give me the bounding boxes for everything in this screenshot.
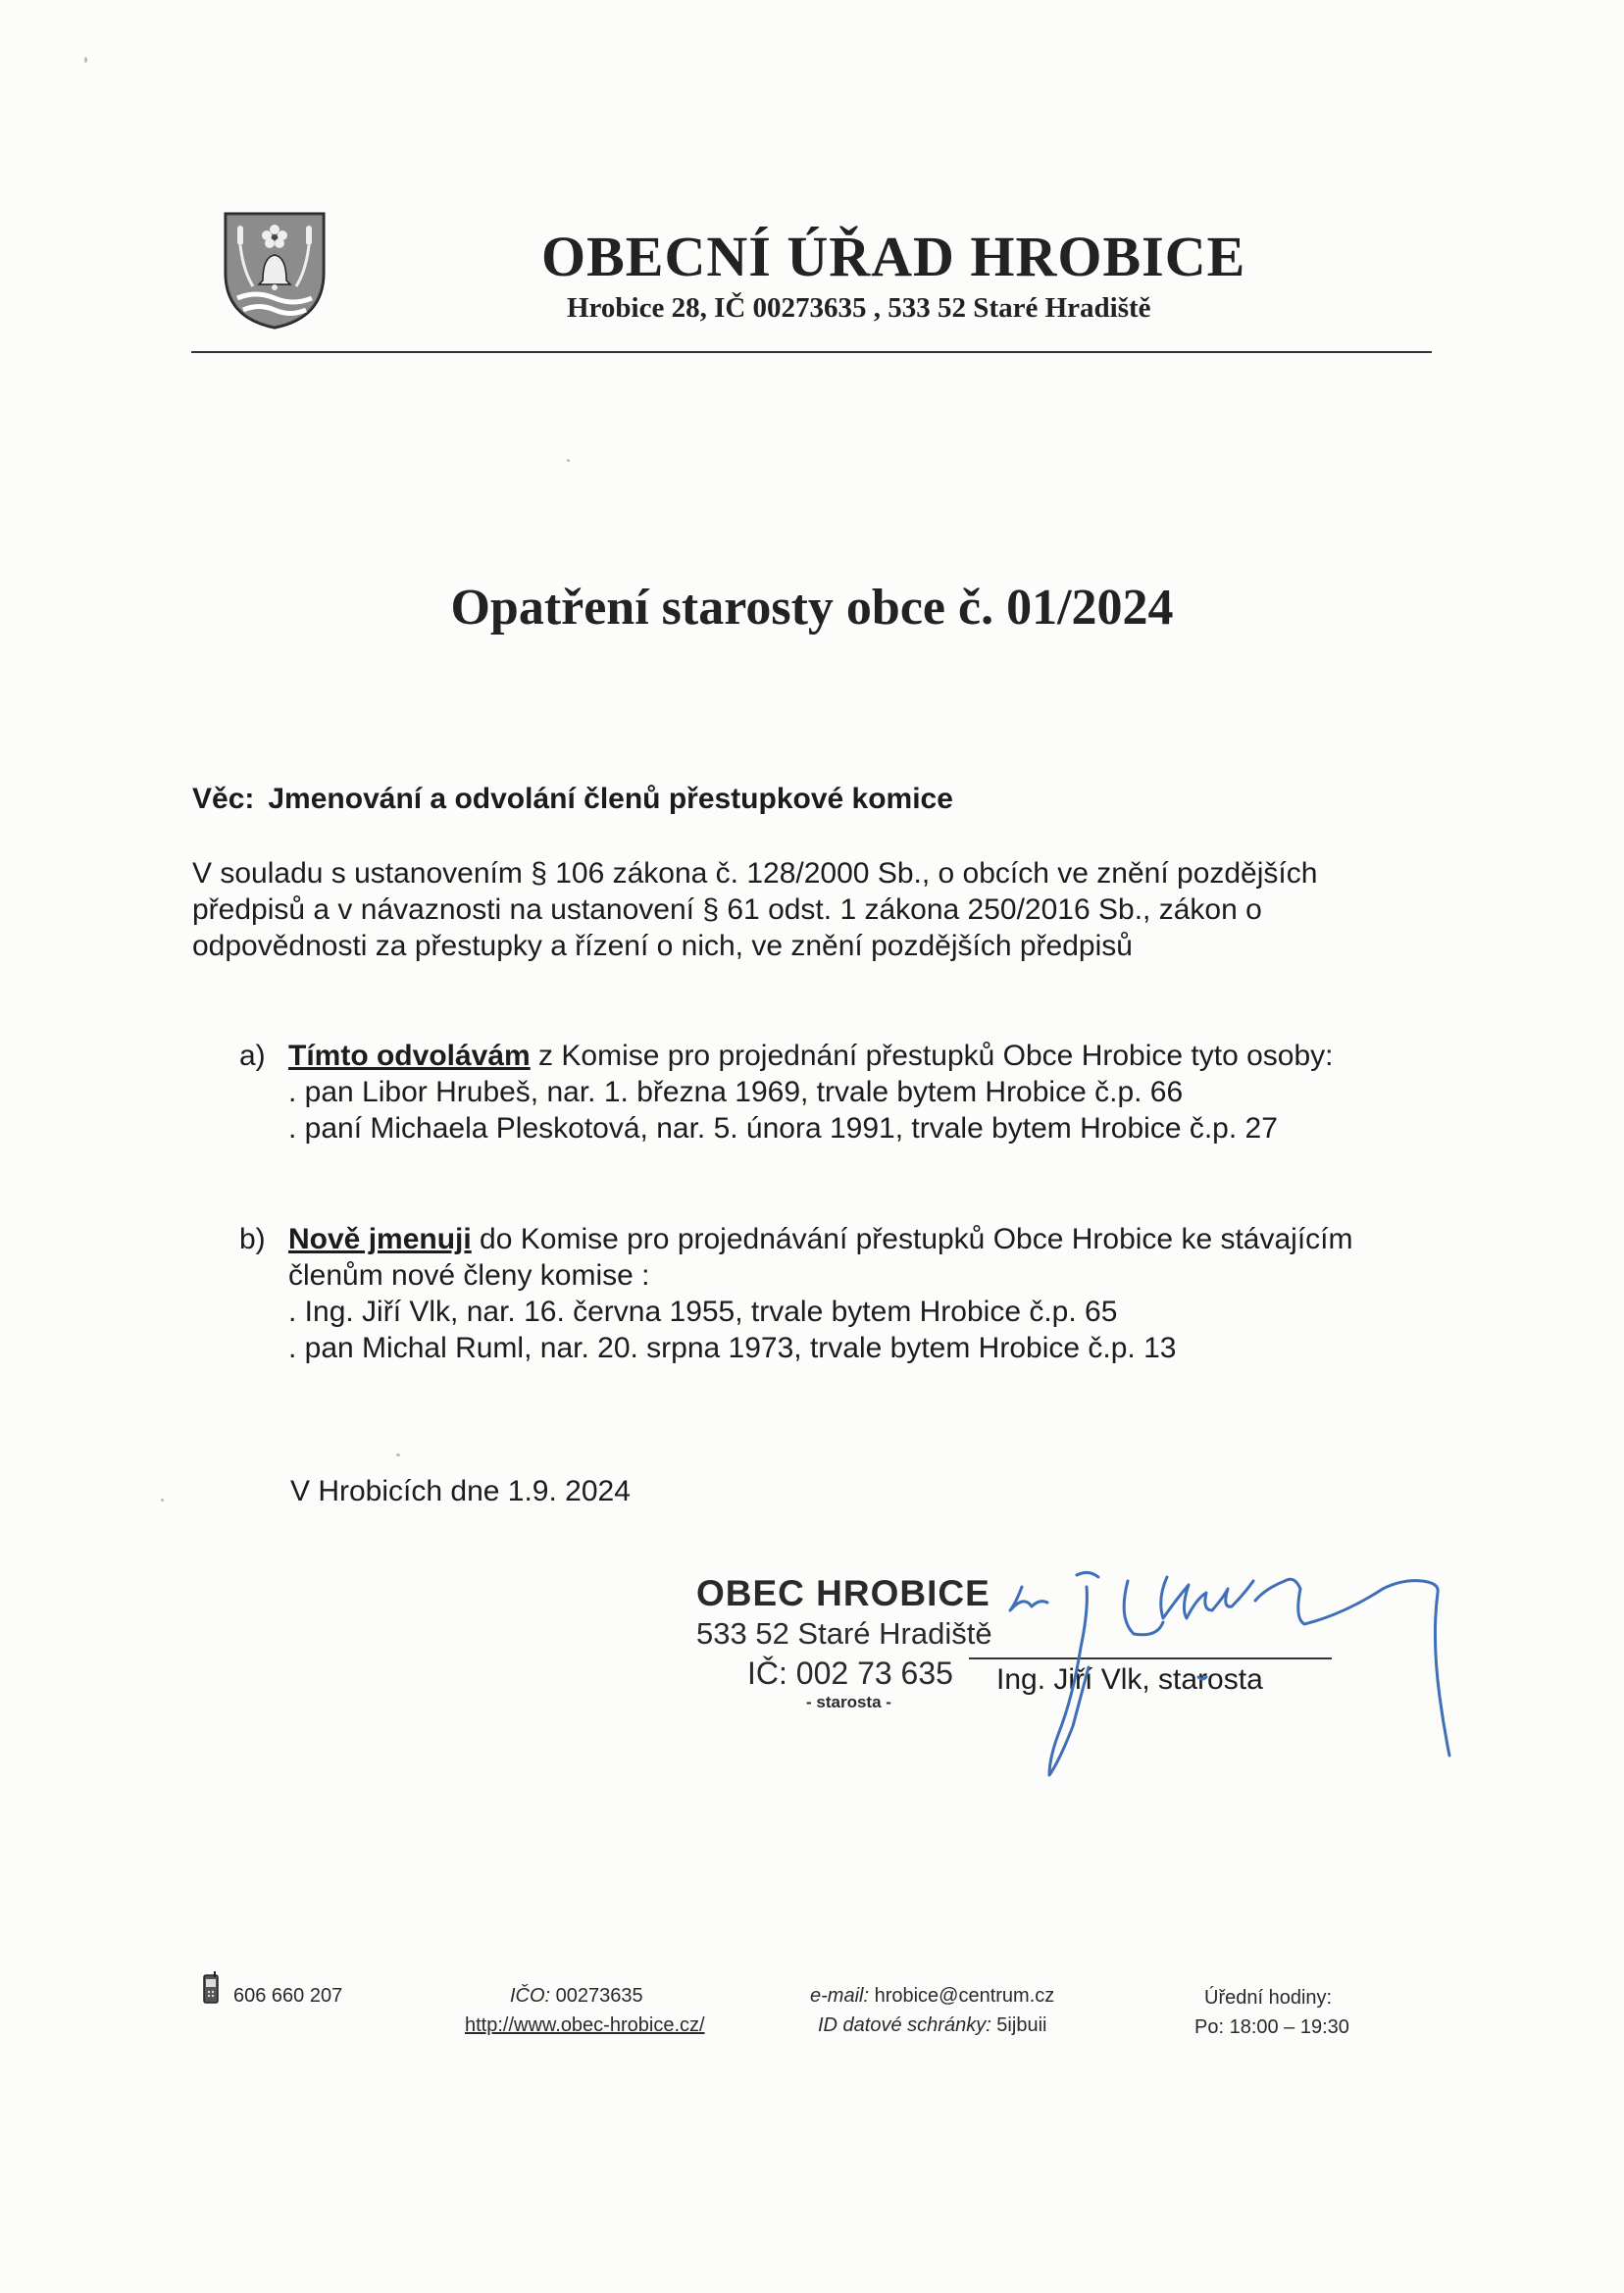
intro-line: odpovědnosti za přestupky a řízení o nich, ve znění pozdějších předpisů [192,930,1133,962]
item-b-person: . pan Michal Ruml, nar. 20. srpna 1973, trvale bytem Hrobice č.p. 13 [288,1332,1177,1364]
handwritten-signature [971,1559,1461,1805]
footer-ico-label: IČO: [510,1985,551,2007]
coat-of-arms-icon [224,212,326,330]
stamp-name: OBEC HROBICE [696,1573,990,1613]
item-b [239,1221,1353,1366]
item-b-marker: b) [239,1223,266,1255]
item-a-text: z Komise pro projednání přestupků Obce Hrobice tyto osoby: [530,1040,1334,1072]
footer-ico-value: 00273635 [550,1985,643,2007]
footer-databox-value: 5ijbuii [990,2014,1047,2036]
footer-hours: Po: 18:00 – 19:30 [1194,2016,1349,2038]
intro-paragraph [192,855,1457,964]
document-title: Opatření starosty obce č. 01/2024 [450,580,1174,636]
intro-line: předpisů a v návaznosti na ustanovení § 61 odst. 1 zákona 250/2016 Sb., zákon o [192,893,1262,926]
item-a-person: . pan Libor Hrubeš, nar. 1. března 1969, trvale bytem Hrobice č.p. 66 [288,1076,1184,1108]
footer-email-label: e-mail: [810,1985,870,2007]
scan-speck [396,1453,400,1456]
item-a-emphasis: Tímto odvolávám [288,1040,531,1072]
item-b-text-continued: členům nové členy komise : [288,1259,650,1292]
footer-hours-label: Úřední hodiny: [1204,1987,1333,2009]
footer-ico [510,1985,643,2008]
item-a [239,1038,1333,1146]
footer-phone: 606 660 207 [233,1985,343,2007]
subject-label: Věc: [192,783,255,815]
mobile-phone-icon [200,1971,222,2005]
signer-name: Ing. Jiří Vlk, starosta [996,1663,1263,1696]
office-address: Hrobice 28, IČ 00273635 , 533 52 Staré Hradiště [567,292,1151,324]
subject-line [192,783,953,816]
stamp-address: 533 52 Staré Hradiště [696,1616,992,1651]
scan-speck [567,459,570,462]
item-b-person: . Ing. Jiří Vlk, nar. 16. června 1955, trvale bytem Hrobice č.p. 65 [288,1296,1118,1328]
subject-text: Jmenování a odvolání členů přestupkové komice [268,783,953,815]
office-title: OBECNÍ ÚŘAD HROBICE [541,225,1246,288]
stamp-ic: IČ: 002 73 635 [747,1656,953,1691]
item-b-text: do Komise pro projednávání přestupků Obce Hrobice ke stávajícím [471,1223,1353,1255]
footer-website-link[interactable]: http://www.obec-hrobice.cz/ [465,2014,705,2036]
scan-speck [161,1499,164,1502]
footer-email [810,1985,1054,2008]
place-date: V Hrobicích dne 1.9. 2024 [290,1475,631,1507]
item-a-person: . paní Michaela Pleskotová, nar. 5. února 1991, trvale bytem Hrobice č.p. 27 [288,1112,1278,1145]
footer-databox-label: ID datové schránky: [818,2014,991,2036]
stamp-role: - starosta - [806,1693,891,1711]
footer-email-value[interactable]: hrobice@centrum.cz [869,1985,1055,2007]
item-a-marker: a) [239,1040,266,1072]
scan-speck [84,57,87,63]
footer-databox [818,2014,1046,2037]
item-b-emphasis: Nově jmenuji [288,1223,472,1255]
intro-line: V souladu s ustanovením § 106 zákona č. 128/2000 Sb., o obcích ve znění pozdějších [192,857,1318,890]
header-divider [191,351,1432,353]
